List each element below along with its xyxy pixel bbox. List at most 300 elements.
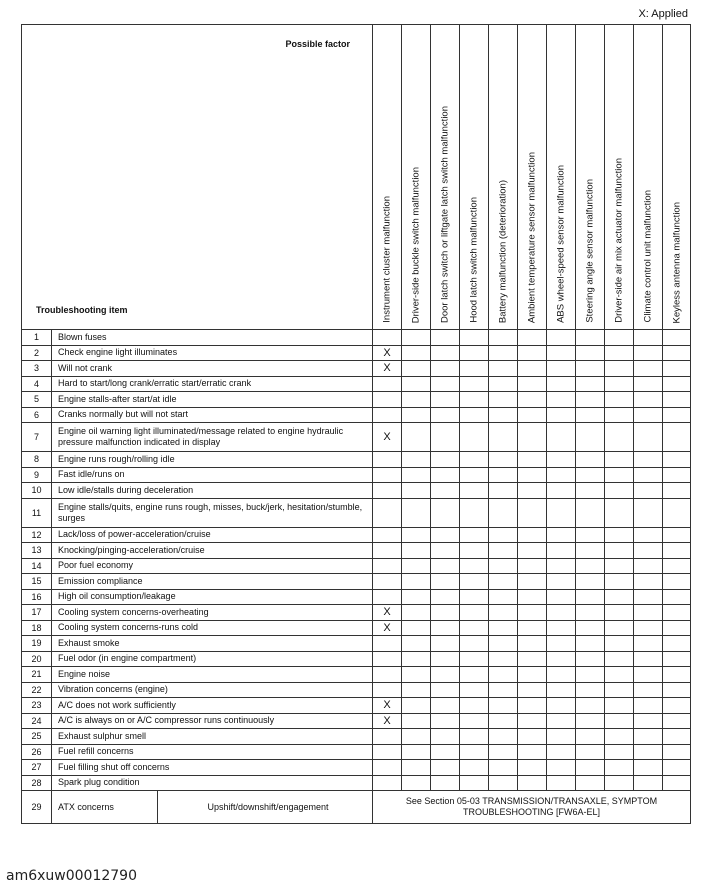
applied-mark: [460, 345, 489, 361]
applied-mark: [605, 330, 634, 346]
applied-mark: [576, 574, 605, 590]
applied-mark: [518, 392, 547, 408]
applied-mark: [634, 392, 663, 408]
applied-mark: [547, 698, 576, 714]
applied-mark: [576, 483, 605, 499]
applied-mark: [460, 423, 489, 452]
applied-mark: [518, 667, 547, 683]
row-number: 5: [22, 392, 52, 408]
row-number: 16: [22, 589, 52, 605]
applied-mark: [547, 452, 576, 468]
factor-header: [634, 25, 663, 330]
table-row: [22, 423, 691, 452]
table-row: [22, 574, 691, 590]
applied-mark: [402, 698, 431, 714]
applied-mark: [431, 620, 460, 636]
applied-mark: [518, 527, 547, 543]
applied-mark: [605, 423, 634, 452]
row-number: 12: [22, 527, 52, 543]
applied-mark: [431, 452, 460, 468]
row-number: 29: [22, 791, 52, 824]
applied-mark: [576, 407, 605, 423]
applied-mark: [518, 682, 547, 698]
applied-mark: [547, 744, 576, 760]
troubleshooting-item: Engine stalls-after start/at idle: [52, 392, 373, 408]
applied-mark: [402, 345, 431, 361]
table-row: [22, 760, 691, 776]
applied-mark: [663, 744, 691, 760]
applied-mark: [576, 760, 605, 776]
applied-mark: [634, 483, 663, 499]
troubleshooting-item: Vibration concerns (engine): [52, 682, 373, 698]
applied-mark: [489, 775, 518, 791]
factor-label: Keyless antenna malfunction: [670, 201, 682, 323]
applied-mark: [460, 636, 489, 652]
troubleshooting-item: Poor fuel economy: [52, 558, 373, 574]
applied-mark: [489, 682, 518, 698]
applied-mark: [605, 589, 634, 605]
applied-mark: [634, 361, 663, 377]
table-row: [22, 498, 691, 527]
applied-mark: [605, 527, 634, 543]
factor-header: [605, 25, 634, 330]
applied-mark: X: [373, 620, 402, 636]
applied-mark: [489, 620, 518, 636]
factor-label: Ambient temperature sensor malfunction: [526, 151, 538, 323]
row-number: 17: [22, 605, 52, 621]
applied-mark: [547, 483, 576, 499]
applied-mark: [460, 452, 489, 468]
applied-mark: [547, 760, 576, 776]
applied-mark: [460, 729, 489, 745]
applied-mark: [663, 775, 691, 791]
applied-mark: [576, 682, 605, 698]
table-row: [22, 407, 691, 423]
applied-mark: [431, 729, 460, 745]
applied-mark: [576, 376, 605, 392]
row-number: 28: [22, 775, 52, 791]
applied-mark: [605, 620, 634, 636]
troubleshooting-item: Fuel filling shut off concerns: [52, 760, 373, 776]
table-row: [22, 589, 691, 605]
applied-mark: [431, 682, 460, 698]
factor-label: ABS wheel-speed sensor malfunction: [555, 165, 567, 323]
applied-mark: [431, 483, 460, 499]
table-row: [22, 682, 691, 698]
applied-mark: [547, 407, 576, 423]
applied-mark: [663, 620, 691, 636]
applied-mark: [605, 729, 634, 745]
applied-mark: [373, 574, 402, 590]
applied-mark: [663, 345, 691, 361]
applied-mark: [460, 574, 489, 590]
applied-mark: [489, 467, 518, 483]
applied-mark: [634, 423, 663, 452]
applied-mark: [373, 729, 402, 745]
applied-mark: [431, 423, 460, 452]
applied-mark: [489, 527, 518, 543]
applied-mark: [576, 330, 605, 346]
table-row: [22, 713, 691, 729]
applied-mark: [402, 423, 431, 452]
applied-mark: [431, 651, 460, 667]
applied-mark: X: [373, 698, 402, 714]
row-number: 24: [22, 713, 52, 729]
applied-mark: [518, 636, 547, 652]
table-row: [22, 345, 691, 361]
applied-mark: [460, 760, 489, 776]
applied-mark: [431, 467, 460, 483]
row-number: 7: [22, 423, 52, 452]
applied-mark: [402, 574, 431, 590]
applied-mark: [663, 558, 691, 574]
applied-mark: [576, 345, 605, 361]
table-row: [22, 483, 691, 499]
troubleshooting-item: Exhaust smoke: [52, 636, 373, 652]
applied-mark: [460, 620, 489, 636]
applied-mark: [373, 527, 402, 543]
troubleshooting-item: Cooling system concerns-runs cold: [52, 620, 373, 636]
applied-mark: [663, 361, 691, 377]
applied-mark: [663, 698, 691, 714]
applied-mark: [402, 452, 431, 468]
applied-mark: [547, 775, 576, 791]
applied-mark: [518, 345, 547, 361]
applied-mark: [373, 483, 402, 499]
applied-mark: [547, 605, 576, 621]
applied-mark: [576, 667, 605, 683]
applied-mark: [634, 667, 663, 683]
applied-mark: [489, 392, 518, 408]
troubleshooting-subitem: Upshift/downshift/engagement: [158, 791, 373, 824]
applied-mark: [634, 760, 663, 776]
row-number: 27: [22, 760, 52, 776]
applied-mark: [373, 558, 402, 574]
applied-mark: [489, 407, 518, 423]
applied-mark: [431, 775, 460, 791]
applied-mark: [547, 729, 576, 745]
applied-mark: X: [373, 605, 402, 621]
applied-mark: [605, 682, 634, 698]
applied-mark: [576, 543, 605, 559]
applied-mark: [605, 483, 634, 499]
applied-mark: [373, 452, 402, 468]
applied-mark: [402, 605, 431, 621]
applied-mark: [402, 498, 431, 527]
applied-mark: [547, 558, 576, 574]
applied-mark: [518, 760, 547, 776]
table-row: [22, 527, 691, 543]
applied-mark: [489, 589, 518, 605]
applied-mark: [576, 636, 605, 652]
applied-mark: [489, 330, 518, 346]
applied-mark: [547, 589, 576, 605]
applied-mark: [460, 775, 489, 791]
applied-mark: [547, 636, 576, 652]
applied-mark: [576, 744, 605, 760]
troubleshooting-item: Will not crank: [52, 361, 373, 377]
table-row: [22, 467, 691, 483]
applied-mark: [605, 636, 634, 652]
troubleshooting-item: Knocking/pinging-acceleration/cruise: [52, 543, 373, 559]
applied-mark: [489, 543, 518, 559]
applied-mark: [634, 651, 663, 667]
applied-mark: [634, 775, 663, 791]
applied-mark: [634, 682, 663, 698]
troubleshooting-item: Low idle/stalls during deceleration: [52, 483, 373, 499]
applied-mark: [605, 392, 634, 408]
applied-mark: [489, 729, 518, 745]
applied-mark: [518, 744, 547, 760]
applied-mark: [663, 423, 691, 452]
applied-mark: [373, 682, 402, 698]
applied-mark: [402, 589, 431, 605]
factor-header: [547, 25, 576, 330]
applied-mark: [518, 330, 547, 346]
troubleshooting-item: High oil consumption/leakage: [52, 589, 373, 605]
troubleshooting-item: ATX concerns: [52, 791, 158, 824]
applied-mark: [576, 651, 605, 667]
troubleshooting-item: Engine runs rough/rolling idle: [52, 452, 373, 468]
applied-mark: [402, 651, 431, 667]
troubleshooting-item: Fast idle/runs on: [52, 467, 373, 483]
applied-mark: [518, 698, 547, 714]
applied-mark: [373, 651, 402, 667]
applied-mark: [489, 651, 518, 667]
applied-mark: [634, 574, 663, 590]
applied-mark: [431, 698, 460, 714]
applied-mark: [460, 392, 489, 408]
applied-mark: [373, 589, 402, 605]
applied-mark: [402, 775, 431, 791]
applied-mark: [547, 467, 576, 483]
applied-mark: [547, 620, 576, 636]
troubleshooting-item: Engine stalls/quits, engine runs rough, misses, buck/jerk, hesitation/stumble, surges: [52, 498, 373, 527]
applied-mark: [460, 682, 489, 698]
applied-mark: [518, 423, 547, 452]
applied-mark: [634, 452, 663, 468]
applied-mark: [663, 667, 691, 683]
applied-mark: [518, 543, 547, 559]
applied-mark: [547, 527, 576, 543]
applied-mark: [402, 392, 431, 408]
applied-mark: [663, 589, 691, 605]
applied-mark: [518, 452, 547, 468]
applied-mark: [518, 713, 547, 729]
applied-mark: [460, 698, 489, 714]
applied-mark: [460, 330, 489, 346]
applied-mark: [489, 605, 518, 621]
applied-mark: [373, 392, 402, 408]
applied-mark: [460, 589, 489, 605]
applied-mark: [663, 636, 691, 652]
applied-mark: [605, 345, 634, 361]
applied-mark: [605, 558, 634, 574]
table-row: [22, 744, 691, 760]
applied-mark: X: [373, 423, 402, 452]
applied-mark: [634, 605, 663, 621]
applied-mark: [402, 376, 431, 392]
applied-mark: [605, 376, 634, 392]
applied-mark: [634, 407, 663, 423]
applied-mark: [634, 744, 663, 760]
applied-mark: [460, 361, 489, 377]
applied-mark: [663, 452, 691, 468]
applied-mark: [547, 667, 576, 683]
applied-mark: [431, 407, 460, 423]
table-row: [22, 667, 691, 683]
row-number: 13: [22, 543, 52, 559]
applied-mark: [605, 543, 634, 559]
troubleshooting-item: A/C is always on or A/C compressor runs continuously: [52, 713, 373, 729]
applied-mark: [663, 376, 691, 392]
applied-mark: [634, 558, 663, 574]
applied-mark: [489, 760, 518, 776]
possible-factor-label: Possible factor: [285, 39, 351, 49]
applied-mark: [402, 667, 431, 683]
applied-mark: [634, 729, 663, 745]
factor-header: [402, 25, 431, 330]
applied-mark: [460, 667, 489, 683]
applied-mark: [489, 483, 518, 499]
row-number: 9: [22, 467, 52, 483]
applied-mark: [663, 651, 691, 667]
applied-mark: [460, 558, 489, 574]
applied-mark: [634, 713, 663, 729]
applied-mark: [547, 392, 576, 408]
applied-mark: [663, 467, 691, 483]
applied-mark: [547, 376, 576, 392]
applied-mark: [431, 361, 460, 377]
troubleshooting-item: Fuel refill concerns: [52, 744, 373, 760]
applied-mark: [402, 407, 431, 423]
factor-header: [663, 25, 691, 330]
applied-mark: [518, 407, 547, 423]
applied-mark: [576, 423, 605, 452]
applied-mark: [489, 498, 518, 527]
factor-label: Door latch switch or liftgate latch switch malfunction: [439, 105, 451, 323]
applied-mark: [634, 498, 663, 527]
applied-mark: [634, 376, 663, 392]
applied-mark: [402, 558, 431, 574]
applied-mark: [605, 574, 634, 590]
table-row: [22, 543, 691, 559]
header-corner: [22, 25, 373, 330]
applied-mark: [460, 744, 489, 760]
row-number: 15: [22, 574, 52, 590]
applied-mark: [431, 345, 460, 361]
row-number: 11: [22, 498, 52, 527]
row-number: 22: [22, 682, 52, 698]
applied-mark: [663, 729, 691, 745]
applied-mark: [663, 760, 691, 776]
troubleshooting-item: Spark plug condition: [52, 775, 373, 791]
applied-mark: [460, 498, 489, 527]
applied-mark: [663, 483, 691, 499]
applied-mark: [605, 361, 634, 377]
applied-mark: [576, 698, 605, 714]
troubleshooting-item: A/C does not work sufficiently: [52, 698, 373, 714]
factor-header: [373, 25, 402, 330]
applied-mark: [373, 667, 402, 683]
troubleshooting-item: Engine oil warning light illuminated/message related to engine hydraulic pressure malfunction indicated in display: [52, 423, 373, 452]
table-row: [22, 558, 691, 574]
table-row: [22, 791, 691, 824]
applied-mark: [431, 760, 460, 776]
applied-mark: [431, 636, 460, 652]
applied-mark: [576, 527, 605, 543]
row-number: 25: [22, 729, 52, 745]
factor-label: Hood latch switch malfunction: [468, 197, 480, 323]
applied-mark: [431, 713, 460, 729]
applied-mark: [489, 667, 518, 683]
applied-mark: [518, 620, 547, 636]
table-row: [22, 392, 691, 408]
factor-label: Instrument cluster malfunction: [381, 196, 393, 323]
applied-mark: [605, 760, 634, 776]
row-number: 20: [22, 651, 52, 667]
applied-mark: [460, 483, 489, 499]
factor-label: Steering angle sensor malfunction: [584, 179, 596, 323]
applied-mark: [634, 698, 663, 714]
applied-mark: [663, 498, 691, 527]
applied-mark: [489, 713, 518, 729]
factor-label: Driver-side air mix actuator malfunction: [613, 158, 625, 323]
applied-mark: [431, 376, 460, 392]
applied-mark: [460, 376, 489, 392]
applied-mark: [489, 698, 518, 714]
troubleshooting-item-label: Troubleshooting item: [36, 305, 128, 315]
troubleshooting-item: Cranks normally but will not start: [52, 407, 373, 423]
applied-mark: [605, 605, 634, 621]
table-row: [22, 636, 691, 652]
applied-mark: [402, 729, 431, 745]
applied-mark: [460, 527, 489, 543]
applied-mark: [373, 330, 402, 346]
table-row: [22, 651, 691, 667]
applied-mark: [373, 376, 402, 392]
troubleshooting-item: Engine noise: [52, 667, 373, 683]
applied-mark: [634, 589, 663, 605]
applied-mark: [402, 713, 431, 729]
applied-mark: [489, 345, 518, 361]
applied-mark: [373, 744, 402, 760]
applied-mark: [547, 498, 576, 527]
applied-mark: [605, 498, 634, 527]
applied-mark: [547, 574, 576, 590]
applied-mark: [518, 376, 547, 392]
applied-mark: [576, 361, 605, 377]
applied-mark: [402, 330, 431, 346]
applied-mark: [576, 392, 605, 408]
applied-mark: [605, 713, 634, 729]
applied-mark: [489, 744, 518, 760]
applied-mark: [576, 498, 605, 527]
applied-mark: [547, 361, 576, 377]
table-row: [22, 452, 691, 468]
applied-mark: [460, 651, 489, 667]
applied-mark: [460, 407, 489, 423]
applied-mark: [518, 467, 547, 483]
applied-mark: [402, 543, 431, 559]
applied-mark: [518, 361, 547, 377]
applied-mark: [663, 330, 691, 346]
applied-mark: [460, 543, 489, 559]
row-number: 18: [22, 620, 52, 636]
applied-mark: [431, 589, 460, 605]
applied-mark: [518, 775, 547, 791]
row-number: 14: [22, 558, 52, 574]
